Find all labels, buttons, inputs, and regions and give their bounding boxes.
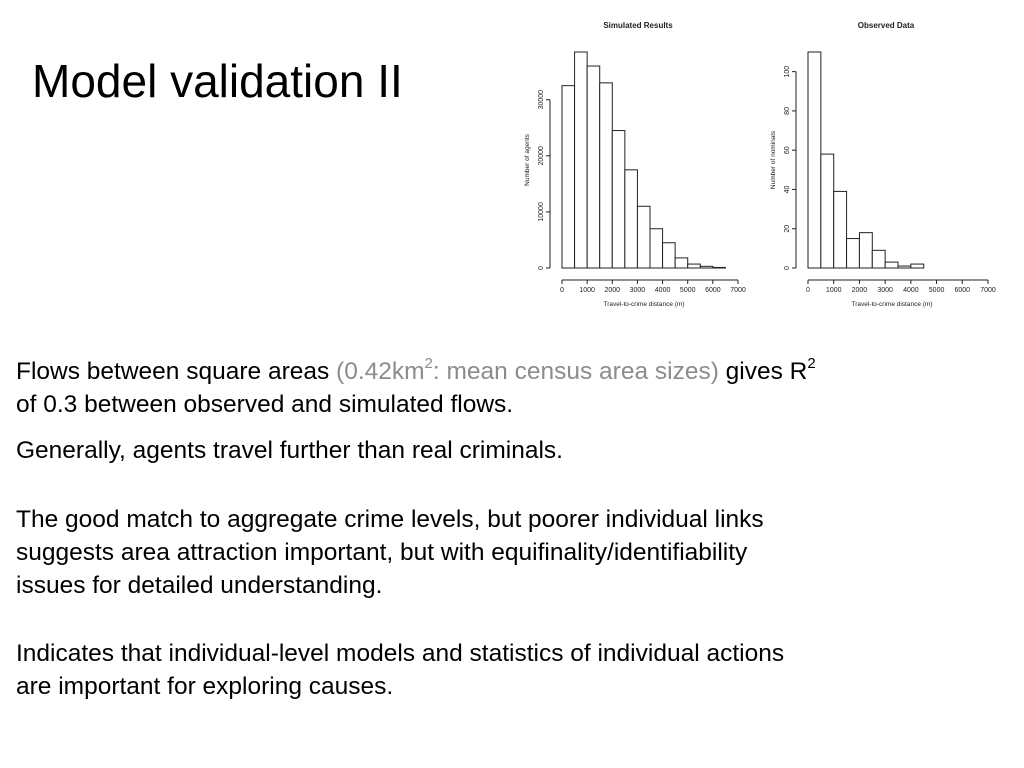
y-axis-label: Number of agents xyxy=(524,134,531,186)
individual-level-line2: are important for exploring causes. xyxy=(16,673,394,700)
chart-title: Simulated Results xyxy=(603,21,673,30)
x-tick-label: 4000 xyxy=(654,287,671,294)
good-match-line3: issues for detailed understanding. xyxy=(16,572,383,599)
histogram-bar xyxy=(688,264,701,268)
x-tick-label: 5000 xyxy=(928,287,945,294)
y-tick-label: 0 xyxy=(538,266,545,270)
x-tick-label: 6000 xyxy=(705,287,721,294)
y-tick-label: 20000 xyxy=(538,146,545,166)
observed-data-svg xyxy=(760,14,1010,319)
r-squared-superscript: 2 xyxy=(807,354,816,372)
histogram-bar xyxy=(600,83,613,268)
x-tick-label: 5000 xyxy=(679,287,696,294)
y-tick-label: 80 xyxy=(784,107,791,115)
y-tick-label: 40 xyxy=(784,185,791,194)
y-tick-label: 0 xyxy=(784,266,791,270)
histogram-bar xyxy=(821,154,834,268)
area-size-description: : mean census area sizes) xyxy=(432,358,719,385)
area-size-note xyxy=(336,354,719,385)
histogram-bar xyxy=(575,52,588,268)
good-match-line2: suggests area attraction important, but with equifinality/identifiability xyxy=(16,539,748,566)
histogram-bar xyxy=(562,86,575,268)
histogram-bar xyxy=(847,239,860,268)
area-size-value: (0.42km xyxy=(336,358,425,385)
y-tick-label: 60 xyxy=(784,146,791,155)
flows-text-line2: of 0.3 between observed and simulated flows. xyxy=(16,391,514,418)
histogram-bar xyxy=(859,233,872,268)
chart-title: Observed Data xyxy=(857,21,915,30)
x-tick-label: 3000 xyxy=(629,287,646,294)
x-tick-label: 3000 xyxy=(877,287,893,294)
x-tick-label: 7000 xyxy=(730,287,746,294)
x-tick-label: 2000 xyxy=(604,287,621,294)
x-tick-label: 2000 xyxy=(851,287,868,294)
paragraph-flows xyxy=(16,355,1008,421)
histogram-bar xyxy=(587,66,600,268)
good-match-line1: The good match to aggregate crime levels, but poorer individual links xyxy=(16,506,764,533)
y-tick-label: 10000 xyxy=(538,202,545,222)
paragraph-individual-level xyxy=(16,637,1008,703)
paragraph-good-match xyxy=(16,503,1008,602)
histogram-bar xyxy=(885,262,898,268)
x-tick-label: 0 xyxy=(560,287,564,294)
histogram-bar xyxy=(898,266,911,268)
histogram-bar xyxy=(650,229,663,268)
gives-r-text: gives R xyxy=(718,358,808,385)
histogram-bar xyxy=(872,250,885,268)
histogram-bar xyxy=(675,258,688,268)
y-tick-label: 30000 xyxy=(538,89,545,110)
histogram-bar xyxy=(713,267,726,268)
x-tick-label: 4000 xyxy=(903,287,919,294)
slide-title: Model validation II xyxy=(32,55,403,107)
y-axis-label: Number of nominals xyxy=(770,130,777,190)
observed-data-chart xyxy=(760,14,1010,319)
y-tick-label: 20 xyxy=(784,224,791,233)
histogram-bar xyxy=(612,131,625,268)
simulated-results-chart xyxy=(510,14,760,319)
individual-level-line1: Indicates that individual-level models and statistics of individual actions xyxy=(16,640,785,667)
x-axis-label: Travel-to-crime distance (m) xyxy=(851,301,933,308)
histogram-bar xyxy=(700,266,713,268)
histogram-bar xyxy=(625,170,638,268)
paragraph-agents-travel: Generally, agents travel further than real criminals. xyxy=(16,437,563,464)
area-size-superscript: 2 xyxy=(424,354,433,372)
x-tick-label: 1000 xyxy=(579,287,595,294)
simulated-results-svg xyxy=(510,14,760,319)
x-axis-label: Travel-to-crime distance (m) xyxy=(603,301,685,308)
histogram-bar xyxy=(911,264,924,268)
x-tick-label: 6000 xyxy=(954,287,971,294)
histogram-bar xyxy=(834,191,847,268)
flows-text: Flows between square areas xyxy=(16,358,337,385)
x-tick-label: 7000 xyxy=(980,287,996,294)
x-tick-label: 1000 xyxy=(825,287,842,294)
x-tick-label: 0 xyxy=(806,287,810,294)
histogram-bar xyxy=(663,243,676,268)
histogram-bar xyxy=(808,52,821,268)
histogram-bar xyxy=(637,206,650,268)
y-tick-label: 100 xyxy=(784,65,791,78)
slide-body xyxy=(16,355,1008,703)
